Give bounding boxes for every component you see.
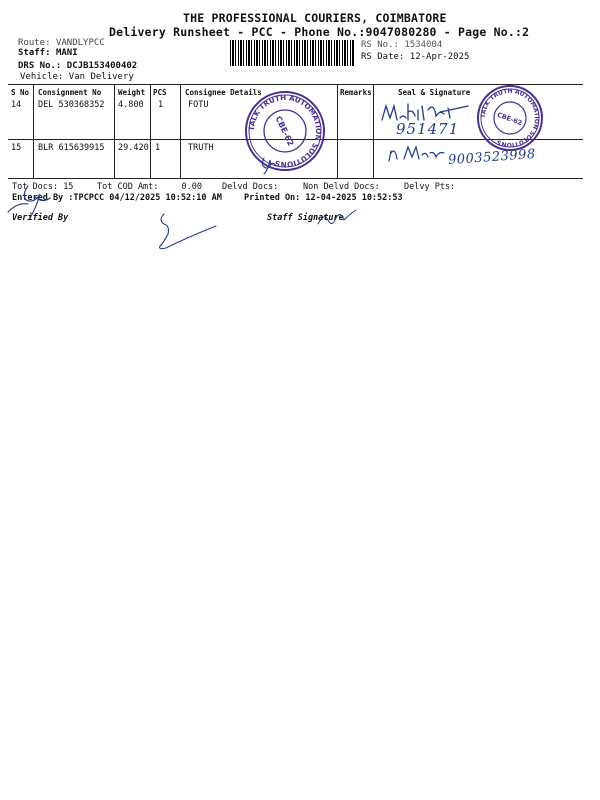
cell-consignment: BLR 615639915 bbox=[38, 143, 105, 153]
tot-cod-label: Tot COD Amt: bbox=[97, 182, 159, 192]
header-consignee: Consignee Details bbox=[185, 88, 262, 97]
tot-cod-value: 0.00 bbox=[181, 182, 203, 192]
drs-label: DRS No.: bbox=[18, 61, 62, 71]
handwritten-initials bbox=[258, 154, 282, 176]
delvy-pts-label: Delvy Pts: bbox=[404, 182, 456, 192]
handwritten-signature bbox=[314, 206, 360, 230]
handwritten-phone: 951471 bbox=[396, 120, 460, 138]
handwritten-signature bbox=[150, 208, 225, 254]
staff-line bbox=[18, 48, 78, 58]
cell-weight: 29.420 bbox=[118, 143, 149, 153]
vehicle-value: Van Delivery bbox=[68, 72, 134, 82]
barcode bbox=[230, 40, 354, 66]
handwritten-signature bbox=[0, 178, 80, 238]
handwritten-signature bbox=[386, 143, 450, 167]
handwritten-phone: 9003523998 bbox=[447, 146, 537, 169]
cell-consignee: TRUTH bbox=[188, 143, 214, 153]
col-divider bbox=[114, 84, 115, 178]
company-stamp bbox=[244, 90, 326, 172]
rs-date-value: 12-Apr-2025 bbox=[409, 52, 470, 62]
stamp-center-text: CBE-62 bbox=[496, 110, 524, 128]
table-bottom-border bbox=[8, 178, 583, 179]
stamp-ring-text: TALK TRUTH AUTOMATION SOLUTIONS bbox=[246, 92, 324, 170]
header-consignment: Consignment No bbox=[38, 88, 102, 97]
vehicle-label: Vehicle: bbox=[20, 72, 64, 82]
rs-no-label: RS No.: bbox=[361, 40, 399, 50]
cell-pcs: 1 bbox=[158, 100, 164, 110]
cell-sno: 14 bbox=[11, 100, 22, 110]
col-divider bbox=[373, 84, 374, 178]
printed-on: Printed On: 12-04-2025 10:52:53 bbox=[244, 193, 403, 203]
col-divider bbox=[150, 84, 151, 178]
col-divider bbox=[337, 84, 338, 178]
col-divider bbox=[33, 84, 34, 178]
verified-by-label: Verified By bbox=[12, 213, 69, 223]
rs-date-label: RS Date: bbox=[361, 52, 405, 62]
non-delvd-docs-label: Non Delvd Docs: bbox=[303, 182, 380, 192]
vehicle-line bbox=[20, 72, 134, 82]
company-title: THE PROFESSIONAL COURIERS, COIMBATORE bbox=[183, 11, 447, 25]
staff-signature-label: Staff Signature bbox=[267, 213, 344, 223]
tot-docs-value: 15 bbox=[63, 182, 74, 192]
route-label: Route: bbox=[18, 38, 51, 48]
col-divider bbox=[180, 84, 181, 178]
header-weight: Weight bbox=[118, 88, 146, 97]
runsheet-subtitle: Delivery Runsheet - PCC - Phone No.:9047080280 - Page No.:2 bbox=[109, 25, 530, 39]
cell-sno: 15 bbox=[11, 143, 22, 153]
staff-value: MANI bbox=[55, 48, 78, 58]
stamp-center-text: CBE-62 bbox=[273, 114, 296, 148]
rs-date-line bbox=[361, 52, 469, 62]
tot-docs-label: Tot Docs: bbox=[12, 182, 59, 192]
header-pcs: PCS bbox=[153, 88, 167, 97]
route-value: VANDLYPCC bbox=[55, 38, 105, 48]
tot-cod bbox=[97, 182, 202, 192]
cell-consignee: FOTU bbox=[188, 100, 209, 110]
route-line bbox=[18, 38, 105, 48]
entered-by: Entered By :TPCPCC 04/12/2025 10:52:10 AM bbox=[12, 193, 222, 203]
header-seal: Seal & Signature bbox=[398, 88, 471, 97]
staff-label: Staff: bbox=[18, 48, 51, 58]
header-remarks: Remarks bbox=[340, 88, 372, 97]
drs-value: DCJB153400402 bbox=[66, 61, 138, 71]
delvd-docs-label: Delvd Docs: bbox=[222, 182, 279, 192]
cell-weight: 4.800 bbox=[118, 100, 144, 110]
header-sno: S No bbox=[11, 88, 30, 97]
cell-pcs: 1 bbox=[155, 143, 161, 153]
rs-no-value: 1534004 bbox=[404, 40, 443, 50]
rs-no-line bbox=[361, 40, 442, 50]
drs-line bbox=[18, 61, 137, 71]
stamp-ring-text: TALK TRUTH AUTOMATION SOLUTIONS bbox=[479, 87, 541, 149]
cell-consignment: DEL 530368352 bbox=[38, 100, 105, 110]
